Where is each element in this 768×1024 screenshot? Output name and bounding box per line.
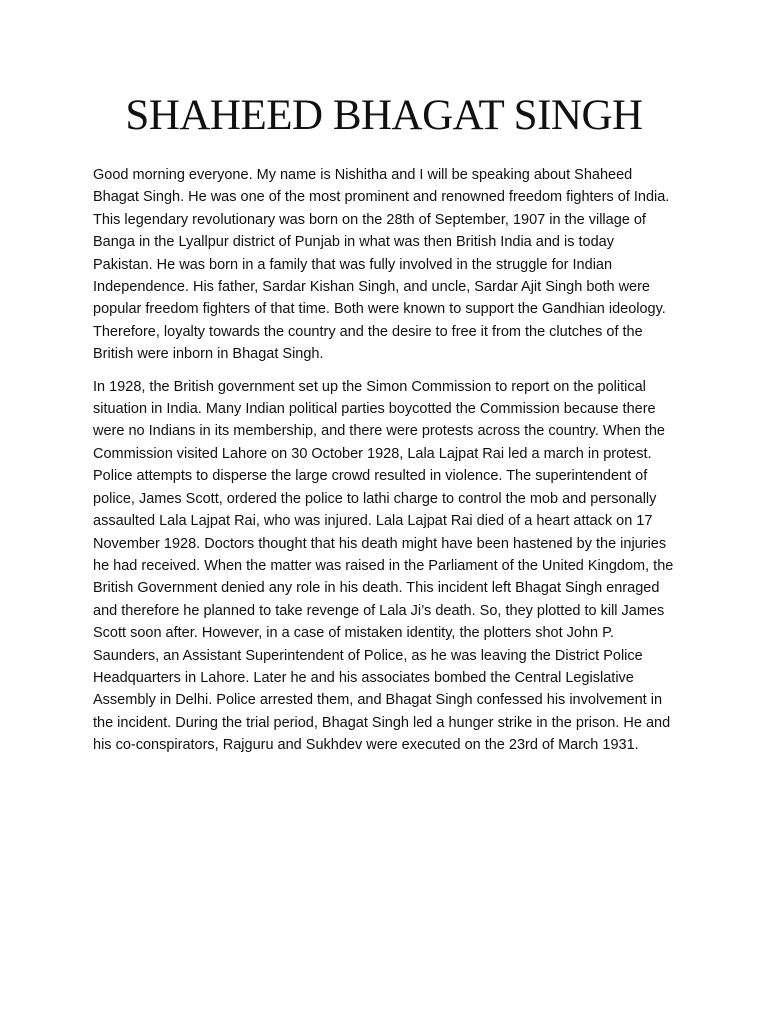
paragraph-2: In 1928, the British government set up the Simon Commission to report on the political situation in India. Many Indian political parties boycotted the Commission because there were no Indians in its membership, and there were protests across the country. When the Commission visited Lahore on 30 October 1928, Lala Lajpat Rai led a march in protest. Police attempts to disperse the large crowd resulted in violence. The superintendent of police, James Scott, ordered the police to lathi charge to control the mob and personally assaulted Lala Lajpat Rai, who was injured. Lala Lajpat Rai died of a heart attack on 17 November 1928. Doctors thought that his death might have been hastened by the injuries he had received. When the matter was raised in the Parliament of the United Kingdom, the British Government denied any role in his death. This incident left Bhagat Singh enraged and therefore he planned to take revenge of Lala Ji’s death. So, they plotted to kill James Scott soon after. However, in a case of mistaken identity, the plotters shot John P. Saunders, an Assistant Superintendent of Police, as he was leaving the District Police Headquarters in Lahore. Later he and his associates bombed the Central Legislative Assembly in Delhi. Police arrested them, and Bhagat Singh confessed his involvement in the incident. During the trial period, Bhagat Singh led a hunger strike in the prison. He and his co-conspirators, Rajguru and Sukhdev were executed on the 23rd of March 1931. xyxy=(93,378,674,754)
document-title: SHAHEED BHAGAT SINGH xyxy=(125,92,643,139)
paragraph-1: Good morning everyone. My name is Nishitha and I will be speaking about Shaheed Bhagat Singh. He was one of the most prominent and renowned freedom fighters of India. This legendary revolutionary was born on the 28th of September, 1907 in the village of Banga in the Lyallpur district of Punjab in what was then British India and is today Pakistan. He was born in a family that was fully involved in the struggle for Indian Independence. His father, Sardar Kishan Singh, and uncle, Sardar Ajit Singh both were popular freedom fighters of that time. Both were known to support the Gandhian ideology. Therefore, loyalty towards the country and the desire to free it from the clutches of the British were inborn in Bhagat Singh. xyxy=(93,167,670,363)
document-body xyxy=(93,164,675,767)
